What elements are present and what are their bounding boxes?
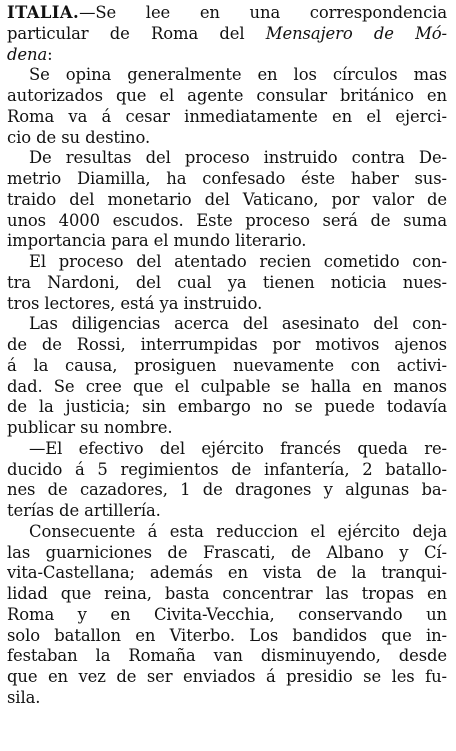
paragraph-consul: [7, 65, 447, 148]
paragraph-garrisons: [7, 522, 447, 709]
heading-line: [7, 3, 447, 24]
text-line: importancia para el mundo literario.: [7, 231, 307, 251]
newspaper-name: Mensajero de Mó-: [265, 23, 447, 43]
text-line: Se opina generalmente en los círculos mas: [29, 65, 447, 85]
intro-text: —Se lee en una correspondencia: [79, 3, 447, 22]
text-line: publicar su nombre.: [7, 418, 173, 437]
paragraph-diamilla: [7, 148, 447, 252]
text-line: ducido á 5 regimientos de infantería, 2 batallo-: [7, 459, 447, 479]
text-line: El proceso del atentado recien cometido con-: [29, 252, 447, 271]
text-line: tros lectores, está ya instruido.: [7, 293, 263, 313]
text-line: Consecuente á esta reduccion el ejército deja: [29, 521, 447, 541]
intro-text: particular de Roma del: [7, 23, 266, 43]
intro-line: [7, 24, 447, 45]
text-line: metrio Diamilla, ha confesado éste haber sus-: [7, 169, 447, 188]
text-line: autorizados que el agente consular británico en: [7, 86, 447, 105]
text-line: solo batallon en Viterbo. Los bandidos que in-: [7, 625, 447, 645]
text-line: terías de artillería.: [7, 501, 161, 520]
text-line: Las diligencias acerca del asesinato del con-: [29, 314, 447, 334]
text-line: sila.: [7, 687, 41, 707]
text-line: de la justicia; sin embargo no se puede todavía: [7, 397, 447, 417]
paragraph-rossi: [7, 314, 447, 439]
text-line: vita-Castellana; además en vista de la tranqui-: [7, 563, 447, 583]
text-line: Roma y en Civita-Vecchia, conservando un: [7, 604, 447, 624]
text-line: De resultas del proceso instruido contra De-: [29, 148, 447, 168]
text-line: festaban la Romaña van disminuyendo, desde: [7, 646, 447, 666]
text-line: dad. Se cree que el culpable se halla en manos: [7, 376, 447, 396]
text-line: las guarniciones de Frascati, de Albano y Cí-: [7, 542, 447, 562]
text-line: —El efectivo del ejército francés queda re-: [29, 438, 447, 458]
newspaper-name-end: dena: [7, 44, 48, 64]
text-line: nes de cazadores, 1 de dragones y algunas ba-: [7, 480, 447, 500]
text-line: de de Rossi, interrumpidas por motivos ajenos: [7, 335, 447, 354]
text-line: cio de su destino.: [7, 127, 151, 147]
section-heading: ITALIA.: [7, 3, 80, 22]
paragraph-nardoni: [7, 252, 447, 314]
text-line: unos 4000 escudos. Este proceso será de suma: [7, 210, 447, 230]
text-line: á la causa, prosiguen nuevamente con activi-: [7, 355, 447, 375]
intro-colon: :: [47, 44, 53, 64]
text-line: Roma va á cesar inmediatamente en el ejerci-: [7, 106, 447, 126]
newspaper-column: [7, 3, 447, 709]
text-line: tra Nardoni, del cual ya tienen noticia nues-: [7, 272, 447, 292]
paragraph-army: [7, 439, 447, 522]
text-line: que en vez de ser enviados á presidio se les fu-: [7, 667, 447, 686]
intro-line: [7, 45, 447, 66]
text-line: lidad que reina, basta concentrar las tropas en: [7, 584, 447, 603]
text-line: traido del monetario del Vaticano, por valor de: [7, 189, 447, 209]
